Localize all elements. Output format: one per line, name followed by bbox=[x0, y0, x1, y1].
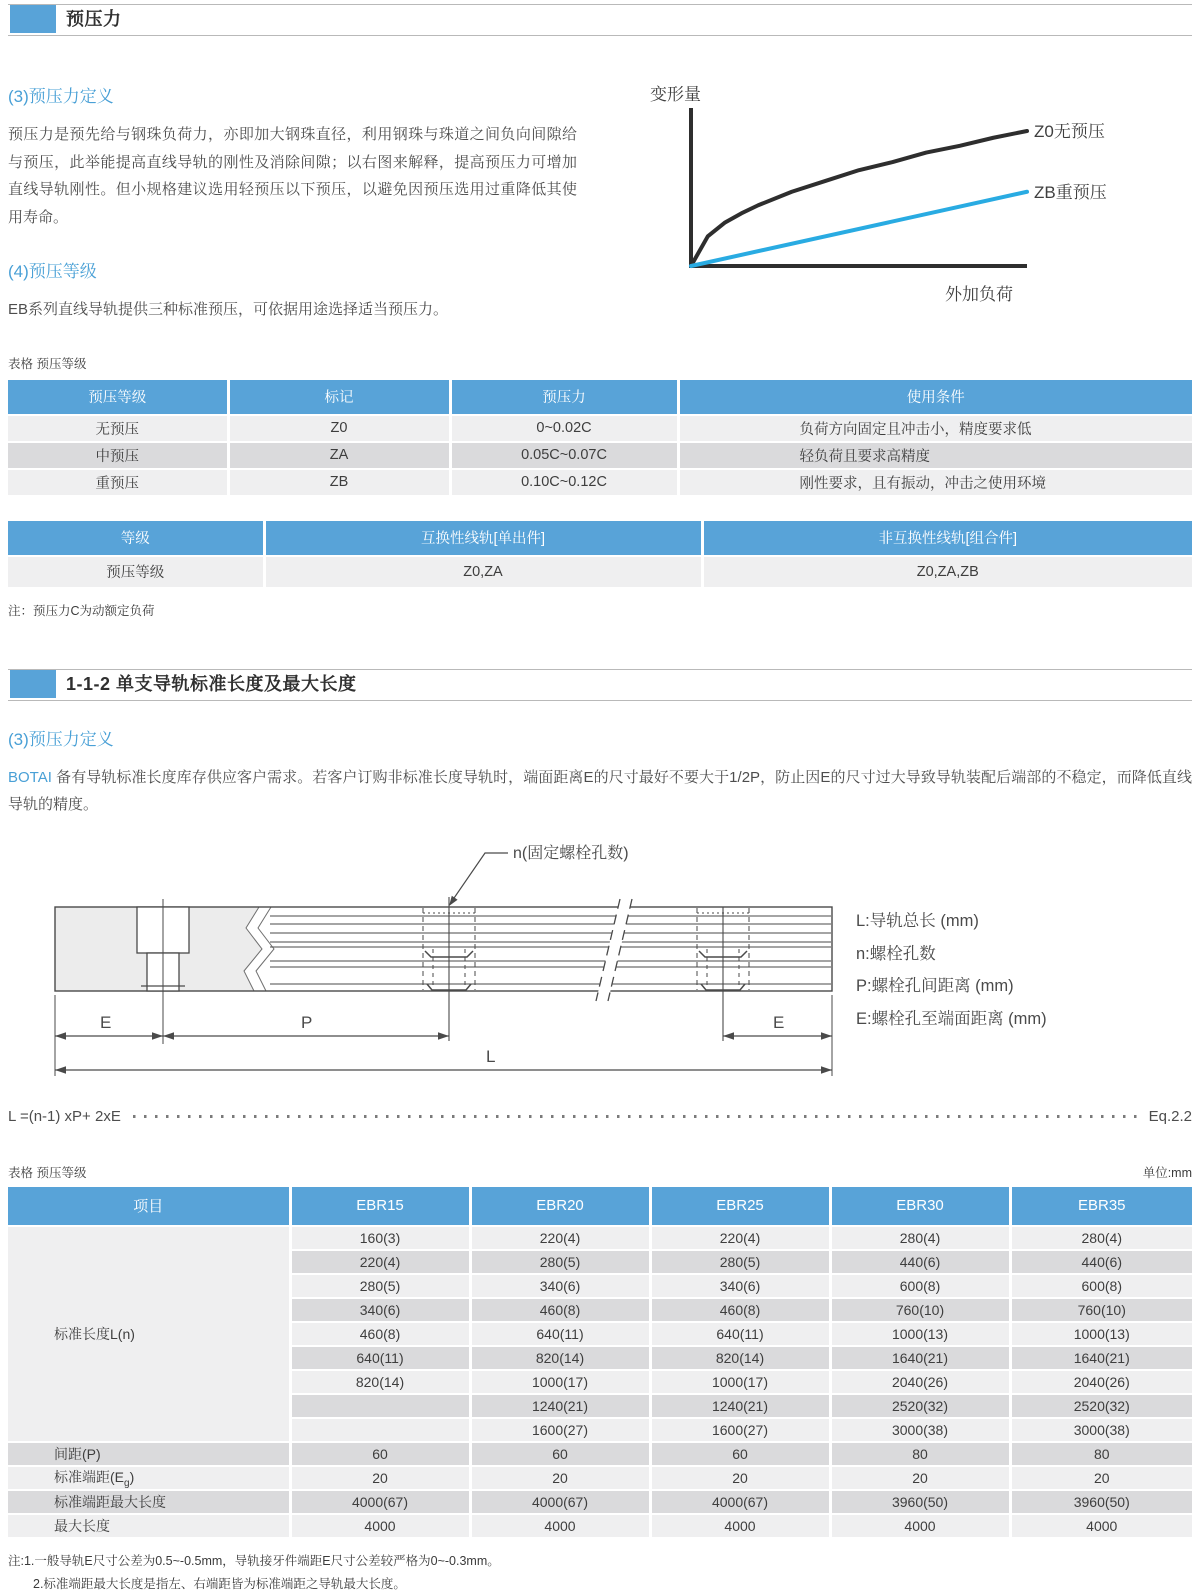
cell: 820(14) bbox=[650, 1346, 830, 1370]
cell: 20 bbox=[290, 1466, 470, 1490]
legend-hole-pitch: P:螺栓孔间距离 (mm) bbox=[856, 976, 1014, 995]
cell-condition: 轻负荷且要求高精度 bbox=[678, 442, 1192, 469]
section-marker-square bbox=[10, 5, 56, 33]
cell: 3000(38) bbox=[830, 1418, 1010, 1442]
cell: 60 bbox=[650, 1442, 830, 1466]
cell: 280(4) bbox=[830, 1226, 1010, 1250]
table-row bbox=[8, 415, 1192, 442]
cell: 460(8) bbox=[650, 1298, 830, 1322]
cell: 820(14) bbox=[290, 1370, 470, 1394]
heading-preload-definition: (3)预压力定义 bbox=[8, 87, 114, 106]
cell bbox=[290, 1394, 470, 1418]
cell: 2040(26) bbox=[1010, 1370, 1192, 1394]
cell: 60 bbox=[470, 1442, 650, 1466]
section-title: 预压力 bbox=[66, 9, 122, 29]
arrowhead bbox=[55, 1066, 66, 1074]
cell: 3000(38) bbox=[1010, 1418, 1192, 1442]
cell: 220(4) bbox=[650, 1226, 830, 1250]
column-header-ebr25: EBR25 bbox=[650, 1187, 830, 1226]
diagram-legend bbox=[856, 911, 1047, 1028]
section-marker-square bbox=[10, 670, 56, 698]
column-header-condition: 使用条件 bbox=[678, 380, 1192, 415]
zb-heavy-preload-line bbox=[691, 192, 1027, 266]
preload-grade-table bbox=[8, 380, 1192, 497]
dim-label-p: P bbox=[301, 1012, 313, 1032]
standard-end-distance-row bbox=[8, 1466, 1192, 1490]
cell-interchangeable: Z0,ZA bbox=[264, 556, 702, 588]
table1-caption: 表格 预压等级 bbox=[8, 356, 87, 371]
rail-groove-lines bbox=[270, 916, 831, 984]
cell: 4000 bbox=[650, 1514, 830, 1538]
dim-label-l: L bbox=[486, 1046, 496, 1066]
cell bbox=[290, 1418, 470, 1442]
cell: 2520(32) bbox=[830, 1394, 1010, 1418]
section-title: 1-1-2 单支导轨标准长度及最大长度 bbox=[66, 673, 357, 694]
column-header-ebr15: EBR15 bbox=[290, 1187, 470, 1226]
cell: 2520(32) bbox=[1010, 1394, 1192, 1418]
rail-length-paragraph-text: 备有导轨标准长度库存供应客户需求。若客户订购非标准长度导轨时，端面距离E的尺寸最好不要大于1/2P，防止因E的尺寸过大导致导轨装配后端部的不稳定，而降低直线导轨的精度。 bbox=[8, 768, 1192, 813]
stiffness-chart bbox=[640, 78, 1192, 316]
cell: 20 bbox=[1010, 1466, 1192, 1490]
legend-hole-count: n:螺栓孔数 bbox=[856, 944, 936, 963]
cell: 1000(17) bbox=[650, 1370, 830, 1394]
cell: 160(3) bbox=[290, 1226, 470, 1250]
cell: 20 bbox=[830, 1466, 1010, 1490]
column-header-non-interchangeable: 非互换性线轨[组合件] bbox=[702, 521, 1192, 556]
cell-force: 0.10C~0.12C bbox=[450, 469, 678, 496]
cell: 440(6) bbox=[830, 1250, 1010, 1274]
dim-label-e-left: E bbox=[100, 1012, 112, 1032]
legend-total-length: L:导轨总长 (mm) bbox=[856, 911, 979, 930]
column-header-force: 预压力 bbox=[450, 380, 678, 415]
row-label-max-length: 最大长度 bbox=[8, 1514, 290, 1538]
max-length-row bbox=[8, 1514, 1192, 1538]
arrowhead bbox=[821, 1032, 832, 1040]
cell: 4000 bbox=[470, 1514, 650, 1538]
cell: 80 bbox=[1010, 1442, 1192, 1466]
cell: 4000 bbox=[1010, 1514, 1192, 1538]
row-label-end-distance bbox=[8, 1466, 290, 1490]
cell: 760(10) bbox=[830, 1298, 1010, 1322]
callout-leader-line bbox=[452, 853, 508, 901]
arrowhead bbox=[438, 1032, 449, 1040]
cell: 4000(67) bbox=[470, 1490, 650, 1514]
table3-caption: 表格 预压等级 bbox=[8, 1165, 87, 1180]
break-gap bbox=[596, 899, 632, 1001]
zb-line-label: ZB重预压 bbox=[1034, 183, 1107, 202]
cell: 1640(21) bbox=[830, 1346, 1010, 1370]
cell: 20 bbox=[470, 1466, 650, 1490]
length-formula: L =(n-1) xP+ 2xE bbox=[8, 1108, 121, 1125]
cell-non-interchangeable: Z0,ZA,ZB bbox=[702, 556, 1192, 588]
cell: 60 bbox=[290, 1442, 470, 1466]
cell: 600(8) bbox=[830, 1274, 1010, 1298]
cell: 2040(26) bbox=[830, 1370, 1010, 1394]
cell: 1000(13) bbox=[830, 1322, 1010, 1346]
cell: 340(6) bbox=[650, 1274, 830, 1298]
arrowhead bbox=[55, 1032, 66, 1040]
heading-preload-grades: (4)预压等级 bbox=[8, 262, 97, 281]
hidden-bolt-hole-1 bbox=[423, 897, 475, 1041]
cell: 4000(67) bbox=[290, 1490, 470, 1514]
table-row bbox=[8, 469, 1192, 496]
standard-length-row bbox=[8, 1226, 1192, 1250]
chart-column bbox=[577, 82, 1192, 324]
max-length-standard-end-row bbox=[8, 1490, 1192, 1514]
chart-x-axis-label: 外加负荷 bbox=[945, 285, 1013, 304]
cell-condition: 刚性要求，且有振动，冲击之使用环境 bbox=[678, 469, 1192, 496]
heading-definition-2: (3)预压力定义 bbox=[8, 729, 114, 749]
cell-condition: 负荷方向固定且冲击小，精度要求低 bbox=[678, 415, 1192, 442]
cell: 4000 bbox=[830, 1514, 1010, 1538]
brand-name: BOTAI bbox=[8, 768, 52, 786]
rail-length-paragraph bbox=[8, 764, 1192, 819]
intro-text-column bbox=[8, 82, 577, 324]
cell-level: 预压等级 bbox=[8, 556, 264, 588]
cell: 20 bbox=[650, 1466, 830, 1490]
cell: 280(5) bbox=[470, 1250, 650, 1274]
cell: 280(5) bbox=[650, 1250, 830, 1274]
cell: 640(11) bbox=[650, 1322, 830, 1346]
cell: 1000(13) bbox=[1010, 1322, 1192, 1346]
z0-no-preload-curve bbox=[691, 131, 1027, 266]
equation-number: Eq.2.2 bbox=[1148, 1108, 1192, 1125]
column-header-ebr30: EBR30 bbox=[830, 1187, 1010, 1226]
cell: 1000(17) bbox=[470, 1370, 650, 1394]
unit-label: 单位:mm bbox=[1142, 1165, 1192, 1180]
intro-block bbox=[8, 82, 1192, 324]
cell: 340(6) bbox=[290, 1298, 470, 1322]
label-subscript: g bbox=[124, 1477, 130, 1489]
dotted-leader bbox=[133, 1115, 1137, 1118]
column-header-interchangeable: 互换性线轨[单出件] bbox=[264, 521, 702, 556]
cell: 440(6) bbox=[1010, 1250, 1192, 1274]
cell: 4000(67) bbox=[650, 1490, 830, 1514]
footnote-1: 注:1.一般导轨E尺寸公差为0.5~-0.5mm，导轨接牙件端距E尺寸公差较严格为0~-0.3mm。 bbox=[8, 1553, 500, 1568]
chart-y-axis-label: 变形量 bbox=[650, 85, 701, 104]
preload-definition-paragraph: 预压力是预先给与钢珠负荷力，亦即加大钢珠直径，利用钢珠与珠道之间负向间隙给与预压，此举能提高直线导轨的刚性及消除间隙；以右图来解释，提高预压力可增加直线导轨刚性。但小规格建议选用轻预压以下预压，以避免因预压选用过重降低其使用寿命。 bbox=[8, 126, 577, 226]
preload-note: 注：预压力C为动额定负荷 bbox=[8, 603, 155, 618]
row-label-standard-length: 标准长度L(n) bbox=[8, 1226, 290, 1442]
cell: 340(6) bbox=[470, 1274, 650, 1298]
pitch-row bbox=[8, 1442, 1192, 1466]
column-header-grade: 预压等级 bbox=[8, 380, 228, 415]
label-text: 标准端距(E bbox=[54, 1468, 124, 1485]
cell-force: 0.05C~0.07C bbox=[450, 442, 678, 469]
cell: 820(14) bbox=[470, 1346, 650, 1370]
table-row bbox=[8, 442, 1192, 469]
cell: 280(4) bbox=[1010, 1226, 1192, 1250]
cell: 80 bbox=[830, 1442, 1010, 1466]
cell-mark: Z0 bbox=[228, 415, 450, 442]
column-header-ebr20: EBR20 bbox=[470, 1187, 650, 1226]
cell: 460(8) bbox=[290, 1322, 470, 1346]
footnote-2: 2.标准端距最大长度是指左、右端距皆为标准端距之导轨最大长度。 bbox=[33, 1576, 406, 1591]
cell: 460(8) bbox=[470, 1298, 650, 1322]
cell: 1240(21) bbox=[650, 1394, 830, 1418]
cell: 760(10) bbox=[1010, 1298, 1192, 1322]
cell: 220(4) bbox=[290, 1250, 470, 1274]
column-header-level: 等级 bbox=[8, 521, 264, 556]
cell-mark: ZB bbox=[228, 469, 450, 496]
length-formula-row bbox=[8, 1105, 1192, 1129]
cell: 220(4) bbox=[470, 1226, 650, 1250]
column-header-mark: 标记 bbox=[228, 380, 450, 415]
column-header-item: 项目 bbox=[8, 1187, 290, 1226]
table1-caption-row bbox=[8, 354, 1192, 372]
rail-diagram bbox=[8, 829, 1192, 1089]
cell: 640(11) bbox=[290, 1346, 470, 1370]
interchangeability-table bbox=[8, 521, 1192, 589]
label-text: ) bbox=[129, 1468, 135, 1485]
cell: 3960(50) bbox=[1010, 1490, 1192, 1514]
cell: 640(11) bbox=[470, 1322, 650, 1346]
section-header-rail-length bbox=[8, 669, 1192, 701]
cell: 1600(27) bbox=[470, 1418, 650, 1442]
cell-grade: 重预压 bbox=[8, 469, 228, 496]
legend-end-distance: E:螺栓孔至端面距离 (mm) bbox=[856, 1009, 1047, 1028]
arrowhead bbox=[821, 1066, 832, 1074]
table-row bbox=[8, 556, 1192, 588]
hidden-bolt-hole-2 bbox=[697, 907, 749, 1041]
preload-grades-paragraph: EB系列直线导轨提供三种标准预压，可依据用途选择适当预压力。 bbox=[8, 301, 449, 318]
cell: 4000 bbox=[290, 1514, 470, 1538]
cell-mark: ZA bbox=[228, 442, 450, 469]
arrowhead bbox=[152, 1032, 163, 1040]
table-footnotes bbox=[8, 1550, 1192, 1596]
dim-label-e-right: E bbox=[773, 1012, 785, 1032]
row-label-max-length-standard-end: 标准端距最大长度 bbox=[8, 1490, 290, 1514]
column-header-ebr35: EBR35 bbox=[1010, 1187, 1192, 1226]
cell-force: 0~0.02C bbox=[450, 415, 678, 442]
table3-caption-row bbox=[8, 1163, 1192, 1181]
cell: 280(5) bbox=[290, 1274, 470, 1298]
cell: 1240(21) bbox=[470, 1394, 650, 1418]
callout-arrowhead bbox=[449, 895, 458, 905]
row-label-pitch: 间距(P) bbox=[8, 1442, 290, 1466]
cell: 1640(21) bbox=[1010, 1346, 1192, 1370]
cell-grade: 中预压 bbox=[8, 442, 228, 469]
cell: 1600(27) bbox=[650, 1418, 830, 1442]
cell-grade: 无预压 bbox=[8, 415, 228, 442]
cell: 3960(50) bbox=[830, 1490, 1010, 1514]
cell: 600(8) bbox=[1010, 1274, 1192, 1298]
bolt-count-callout: n(固定螺栓孔数) bbox=[513, 844, 629, 862]
z0-curve-label: Z0无预压 bbox=[1034, 122, 1105, 141]
arrowhead bbox=[163, 1032, 174, 1040]
arrowhead bbox=[723, 1032, 734, 1040]
standard-length-table bbox=[8, 1187, 1192, 1539]
section-header-preload bbox=[8, 4, 1192, 36]
